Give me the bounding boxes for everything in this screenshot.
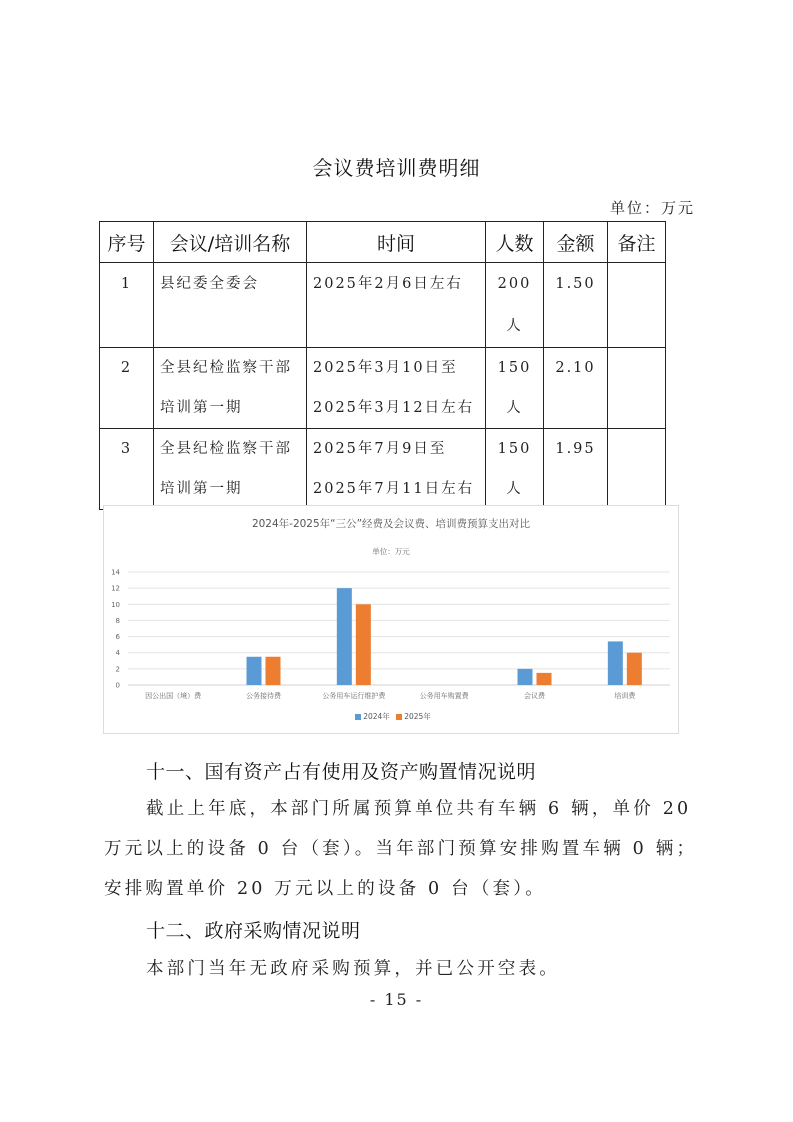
cell-name: 全县纪检监察干部培训第一期 [154,348,307,429]
x-category-label: 公务接待费 [246,692,281,700]
header-date: 时间 [307,222,486,263]
header-amount: 金额 [544,222,608,263]
cell-count: 150人 [486,429,544,510]
bar-2024 [518,669,533,685]
cell-name: 全县纪检监察干部培训第一期 [154,429,307,510]
legend-swatch-2025 [396,714,402,720]
legend-label-2024: 2024年 [363,712,390,721]
assets-paragraph-line-3: 安排购置单价 20 万元以上的设备 0 台（套）。 [104,879,546,899]
table-unit-label: 单位：万元 [609,199,695,217]
chart-plot-area [104,506,680,735]
cell-date: 2025年2月6日左右 [307,263,486,348]
y-tick-label: 10 [111,600,120,609]
y-tick-label: 4 [115,649,120,658]
cell-note [608,429,666,510]
cell-name: 县纪委全委会 [154,263,307,348]
table-row [100,429,666,510]
table-row [100,263,666,348]
legend-label-2025: 2025年 [404,712,431,721]
cell-amount: 1.50 [544,263,608,348]
x-category-label: 公务用车购置费 [419,692,469,700]
y-tick-label: 6 [115,633,120,642]
bar-2025 [356,604,371,685]
bar-2024 [337,588,352,685]
table-header-row [100,222,666,263]
cell-note [608,348,666,429]
header-name: 会议/培训名称 [154,222,307,263]
meeting-training-table [99,221,666,510]
y-tick-label: 12 [111,584,120,593]
section-heading-assets: 十一、国有资产占有使用及资产购置情况说明 [146,761,537,783]
budget-comparison-chart [103,505,679,734]
x-category-label: 会议费 [524,692,545,700]
bar-2024 [608,641,623,685]
x-category-label: 培训费 [614,692,636,700]
header-note: 备注 [608,222,666,263]
x-category-label: 因公出国（境）费 [145,692,202,700]
cell-index: 3 [100,429,154,510]
cell-amount: 1.95 [544,429,608,510]
assets-paragraph-line-2: 万元以上的设备 0 台（套）。当年部门预算安排购置车辆 0 辆； [104,839,698,859]
bar-2024 [247,657,262,685]
y-tick-label: 14 [111,568,120,577]
chart-subtitle: 单位：万元 [372,547,410,556]
assets-paragraph-line-1: 截止上年底，本部门所属预算单位共有车辆 6 辆，单价 20 [146,799,692,819]
header-index: 序号 [100,222,154,263]
header-count: 人数 [486,222,544,263]
procurement-paragraph: 本部门当年无政府采购预算，并已公开空表。 [146,959,560,979]
cell-note [608,263,666,348]
legend-swatch-2024 [355,714,361,720]
cell-index: 2 [100,348,154,429]
table-row [100,348,666,429]
page-number: - 15 - [369,990,424,1009]
bar-2025 [627,653,642,685]
y-tick-label: 2 [115,665,120,674]
bar-2025 [537,673,552,685]
section-heading-procurement: 十二、政府采购情况说明 [146,920,361,942]
cell-date: 2025年7月9日至2025年7月11日左右 [307,429,486,510]
chart-legend [104,711,678,722]
cell-count: 150人 [486,348,544,429]
cell-count: 200人 [486,263,544,348]
y-tick-label: 8 [115,616,120,625]
cell-amount: 2.10 [544,348,608,429]
cell-index: 1 [100,263,154,348]
document-title: 会议费培训费明细 [312,156,481,180]
cell-date: 2025年3月10日至2025年3月12日左右 [307,348,486,429]
chart-title: 2024年-2025年“三公”经费及会议费、培训费预算支出对比 [251,518,531,530]
x-category-label: 公务用车运行维护费 [322,692,386,700]
y-tick-label: 0 [115,681,120,690]
bar-2025 [266,657,281,685]
